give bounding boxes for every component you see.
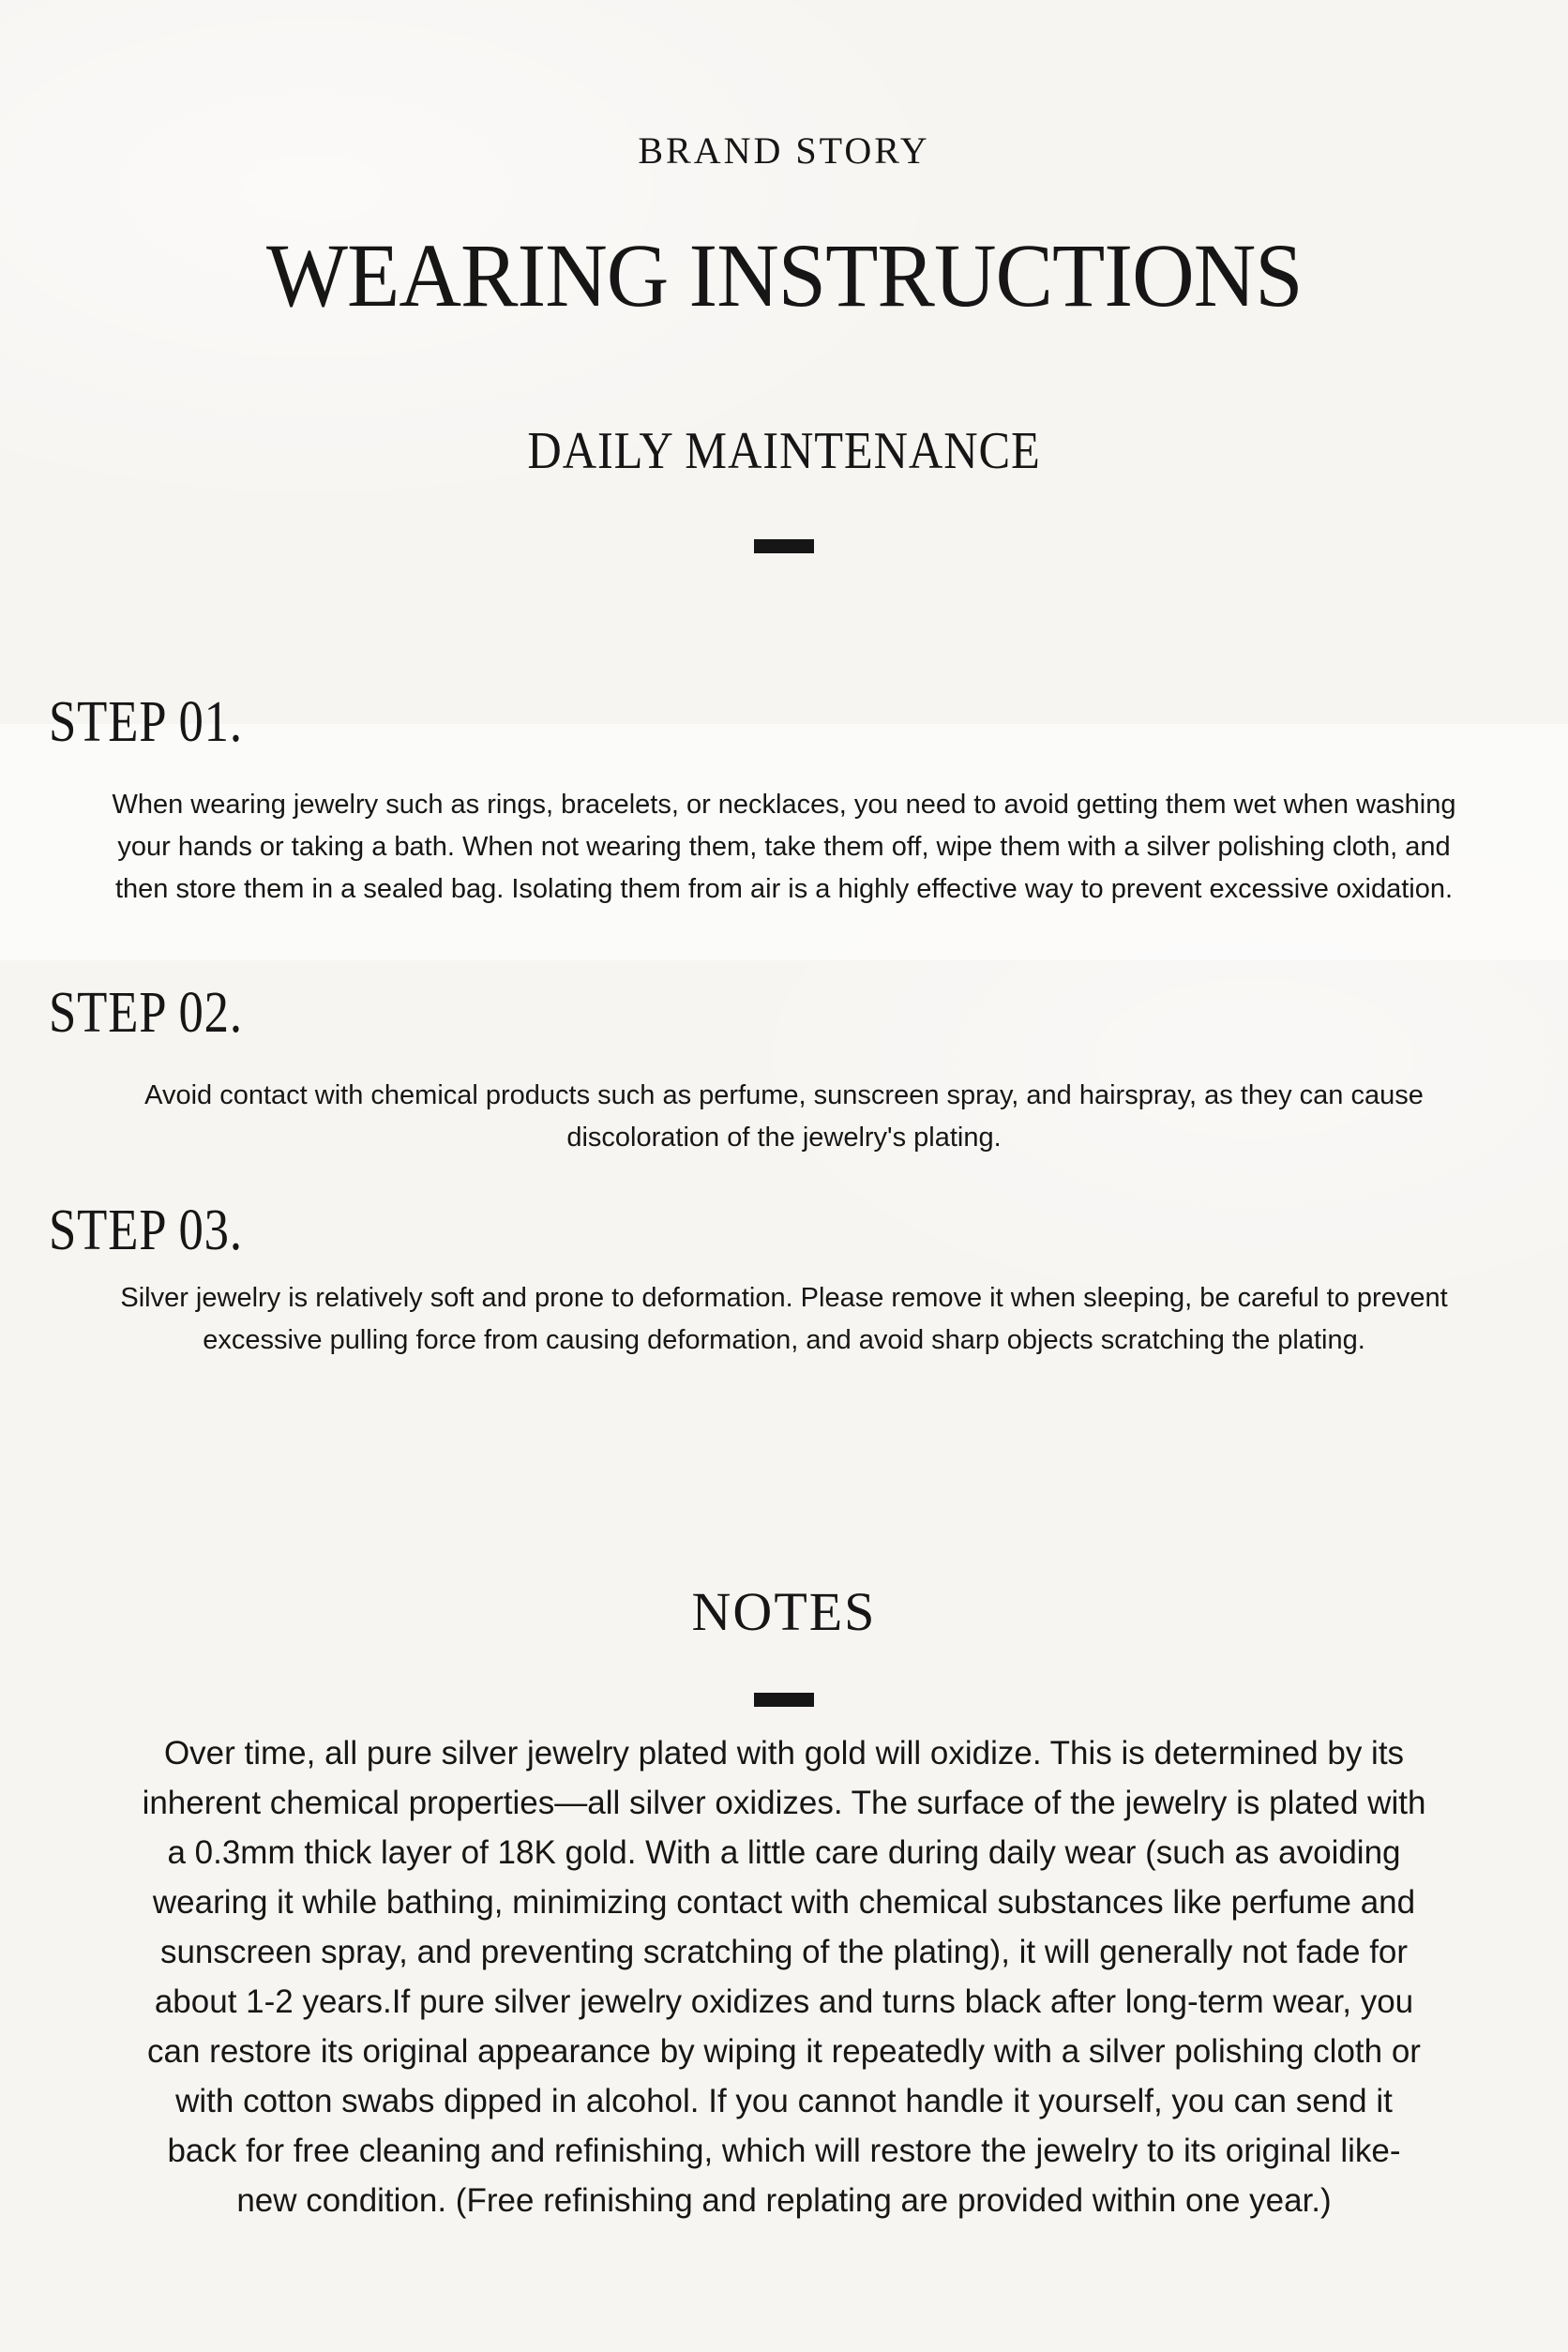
paragraph-line: wearing it while bathing, minimizing contact with chemical substances like perfume and — [152, 1884, 1416, 1921]
section-subtitle: DAILY MAINTENANCE — [527, 422, 1041, 480]
notes-paragraph — [0, 1728, 1568, 2225]
paragraph-line: back for free cleaning and refinishing, which will restore the jewelry to its original like- — [167, 2133, 1401, 2169]
main-title: WEARING INSTRUCTIONS — [265, 225, 1303, 325]
paragraph-line: a 0.3mm thick layer of 18K gold. With a little care during daily wear (such as avoiding — [167, 1834, 1401, 1871]
paragraph-line: Silver jewelry is relatively soft and prone to deformation. Please remove it when sleeping, be careful to prevent — [120, 1283, 1448, 1313]
step-1-paragraph — [0, 784, 1568, 911]
paragraph-line: about 1-2 years.If pure silver jewelry oxidizes and turns black after long-term wear, you — [154, 1983, 1414, 2020]
divider-dash — [754, 539, 814, 553]
paragraph-line: sunscreen spray, and preventing scratching of the plating), it will generally not fade for — [159, 1934, 1409, 1970]
divider-dash — [754, 1693, 814, 1707]
paragraph-line: new condition. (Free refinishing and replating are provided within one year.) — [236, 2182, 1332, 2219]
step-2-paragraph — [0, 1075, 1568, 1159]
step-2-heading: STEP 02. — [49, 981, 243, 1045]
paragraph-line: your hands or taking a bath. When not wearing them, take them off, wipe them with a silver polishing cloth, and — [117, 832, 1451, 862]
paragraph-line: can restore its original appearance by wiping it repeatedly with a silver polishing cloth or — [147, 2033, 1421, 2070]
paragraph-line: with cotton swabs dipped in alcohol. If you cannot handle it yourself, you can send it — [175, 2083, 1393, 2119]
notes-heading: NOTES — [691, 1581, 877, 1642]
paragraph-line: then store them in a sealed bag. Isolating them from air is a highly effective way to prevent excessive oxidation. — [114, 874, 1454, 904]
paragraph-line: inherent chemical properties—all silver oxidizes. The surface of the jewelry is plated with — [142, 1785, 1426, 1821]
paragraph-line: excessive pulling force from causing deformation, and avoid sharp objects scratching the plating. — [203, 1325, 1365, 1355]
paragraph-line: Over time, all pure silver jewelry plated with gold will oxidize. This is determined by its — [163, 1735, 1405, 1772]
step-1-heading: STEP 01. — [49, 690, 243, 754]
brand-eyebrow: BRAND STORY — [638, 129, 930, 172]
step-3-paragraph — [0, 1277, 1568, 1362]
paragraph-line: When wearing jewelry such as rings, bracelets, or necklaces, you need to avoid getting them wet when washing — [112, 790, 1456, 820]
step-3-heading: STEP 03. — [49, 1199, 243, 1262]
paragraph-line: discoloration of the jewelry's plating. — [566, 1123, 1002, 1153]
paragraph-line: Avoid contact with chemical products such as perfume, sunscreen spray, and hairspray, as they can cause — [144, 1080, 1424, 1110]
